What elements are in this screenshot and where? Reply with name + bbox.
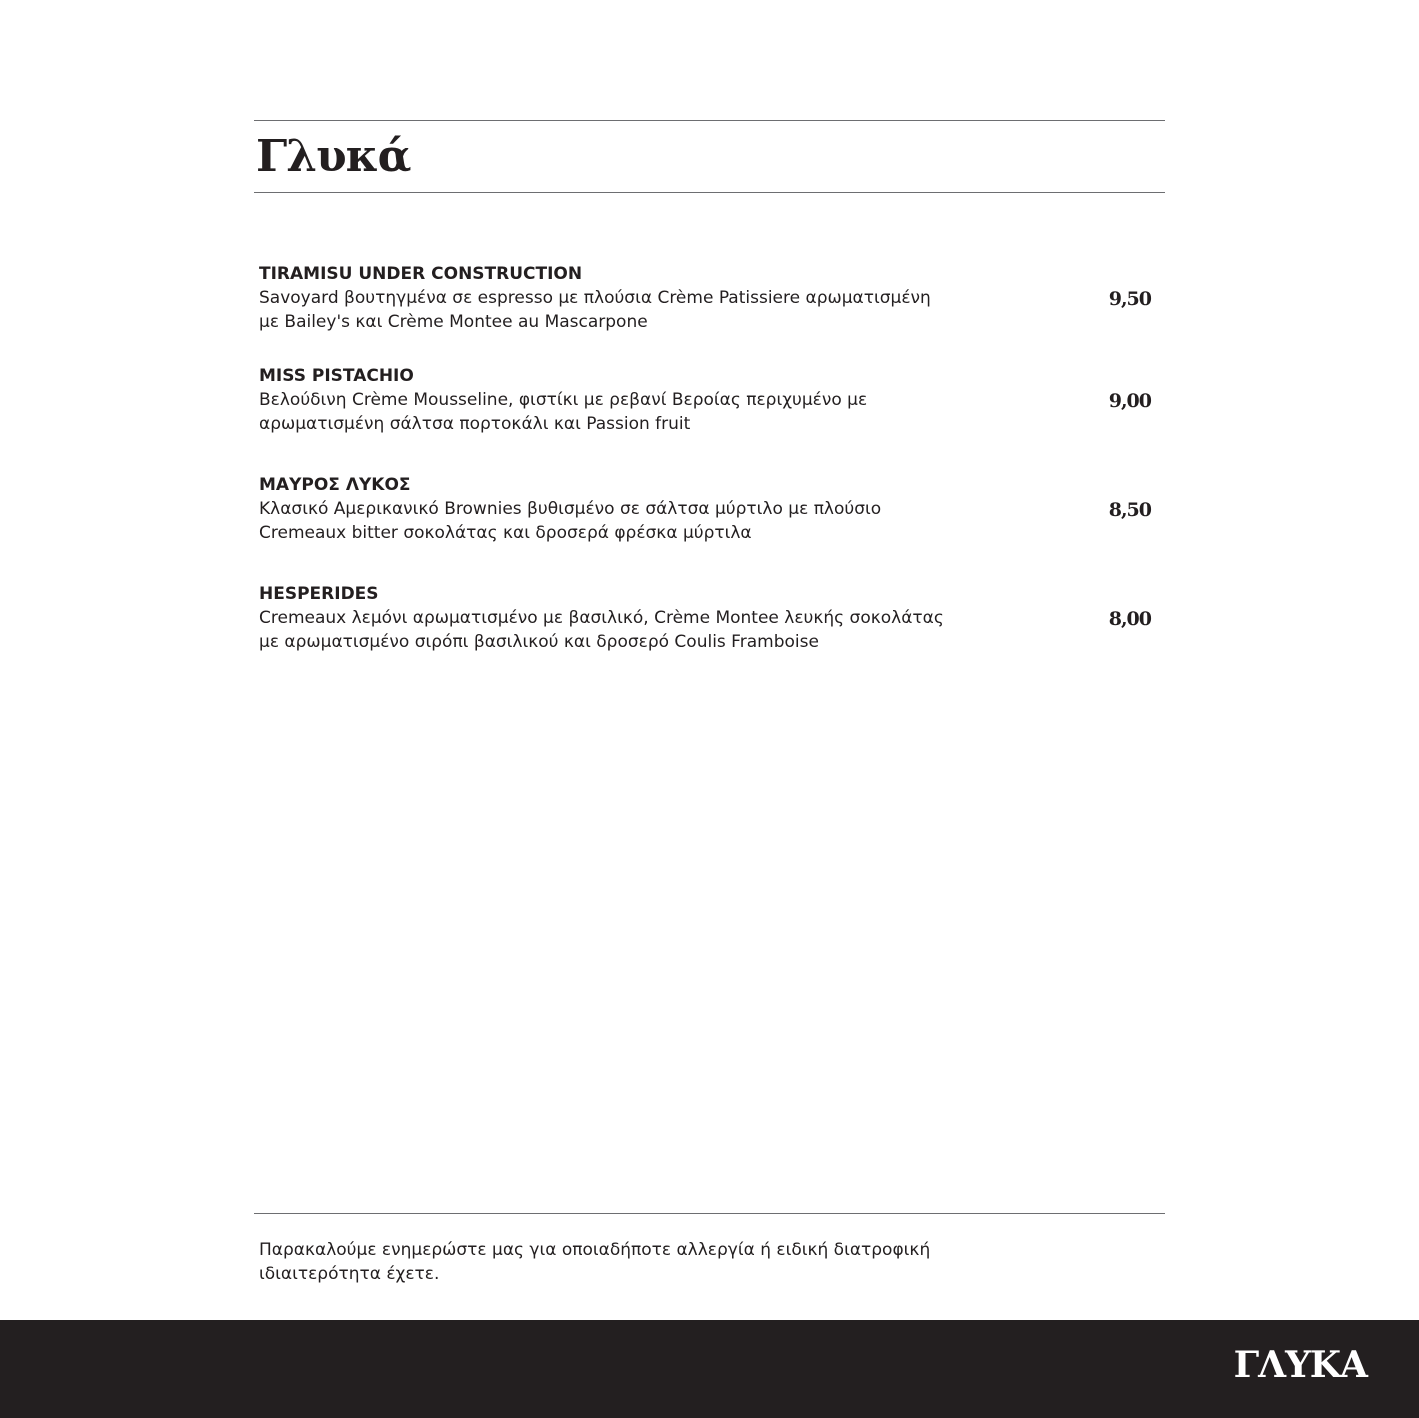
header-top-divider bbox=[254, 120, 1165, 121]
menu-item-price: 8,50 bbox=[1108, 499, 1151, 521]
menu-item-name: TIRAMISU UNDER CONSTRUCTION bbox=[259, 264, 583, 284]
menu-item-description bbox=[259, 286, 1049, 334]
footer-bar bbox=[0, 1320, 1419, 1418]
menu-item-description bbox=[259, 497, 1049, 545]
allergy-note-line: Παρακαλούμε ενημερώστε μας για οποιαδήποτε αλλεργία ή ειδική διατροφική bbox=[259, 1240, 931, 1260]
footer-section-label: ΓΛΥΚΑ bbox=[1233, 1344, 1367, 1386]
menu-item-price: 8,00 bbox=[1108, 608, 1151, 630]
allergy-note bbox=[259, 1238, 930, 1286]
menu-item-description-line: Cremeaux λεμόνι αρωματισμένο με βασιλικό, Crème Montee λευκής σοκολάτας bbox=[259, 608, 944, 628]
menu-item-mavros-lykos bbox=[259, 473, 1154, 545]
menu-item-description bbox=[259, 606, 1049, 654]
menu-item-description bbox=[259, 388, 1049, 436]
page-title: Γλυκά bbox=[256, 131, 411, 182]
footer-divider bbox=[254, 1213, 1165, 1214]
menu-item-description-line: Κλασικό Αμερικανικό Brownies βυθισμένο σε σάλτσα μύρτιλο με πλούσιο bbox=[259, 499, 882, 519]
menu-item-miss-pistachio bbox=[259, 364, 1154, 436]
menu-item-description-line: Cremeaux bitter σοκολάτας και δροσερά φρέσκα μύρτιλα bbox=[259, 523, 752, 543]
menu-item-name: MISS PISTACHIO bbox=[259, 366, 414, 386]
menu-item-description-line: Βελούδινη Crème Mousseline, φιστίκι με ρεβανί Βεροίας περιχυμένο με bbox=[259, 390, 868, 410]
menu-item-description-line: αρωματισμένη σάλτσα πορτοκάλι και Passion fruit bbox=[259, 414, 691, 434]
menu-item-description-line: Savoyard βουτηγμένα σε espresso με πλούσια Crème Patissiere αρωματισμένη bbox=[259, 288, 931, 308]
header-bottom-divider bbox=[254, 192, 1165, 193]
menu-item-price: 9,50 bbox=[1108, 288, 1151, 310]
menu-item-description-line: με Bailey's και Crème Montee au Mascarpone bbox=[259, 312, 648, 332]
menu-item-name: ΜΑΥΡΟΣ ΛΥΚΟΣ bbox=[259, 475, 411, 495]
menu-item-tiramisu bbox=[259, 262, 1154, 334]
allergy-note-line: ιδιαιτερότητα έχετε. bbox=[259, 1264, 440, 1284]
menu-item-description-line: με αρωματισμένο σιρόπι βασιλικού και δροσερό Coulis Framboise bbox=[259, 632, 819, 652]
menu-item-hesperides bbox=[259, 582, 1154, 654]
menu-item-name: HESPERIDES bbox=[259, 584, 379, 604]
menu-item-price: 9,00 bbox=[1108, 390, 1151, 412]
